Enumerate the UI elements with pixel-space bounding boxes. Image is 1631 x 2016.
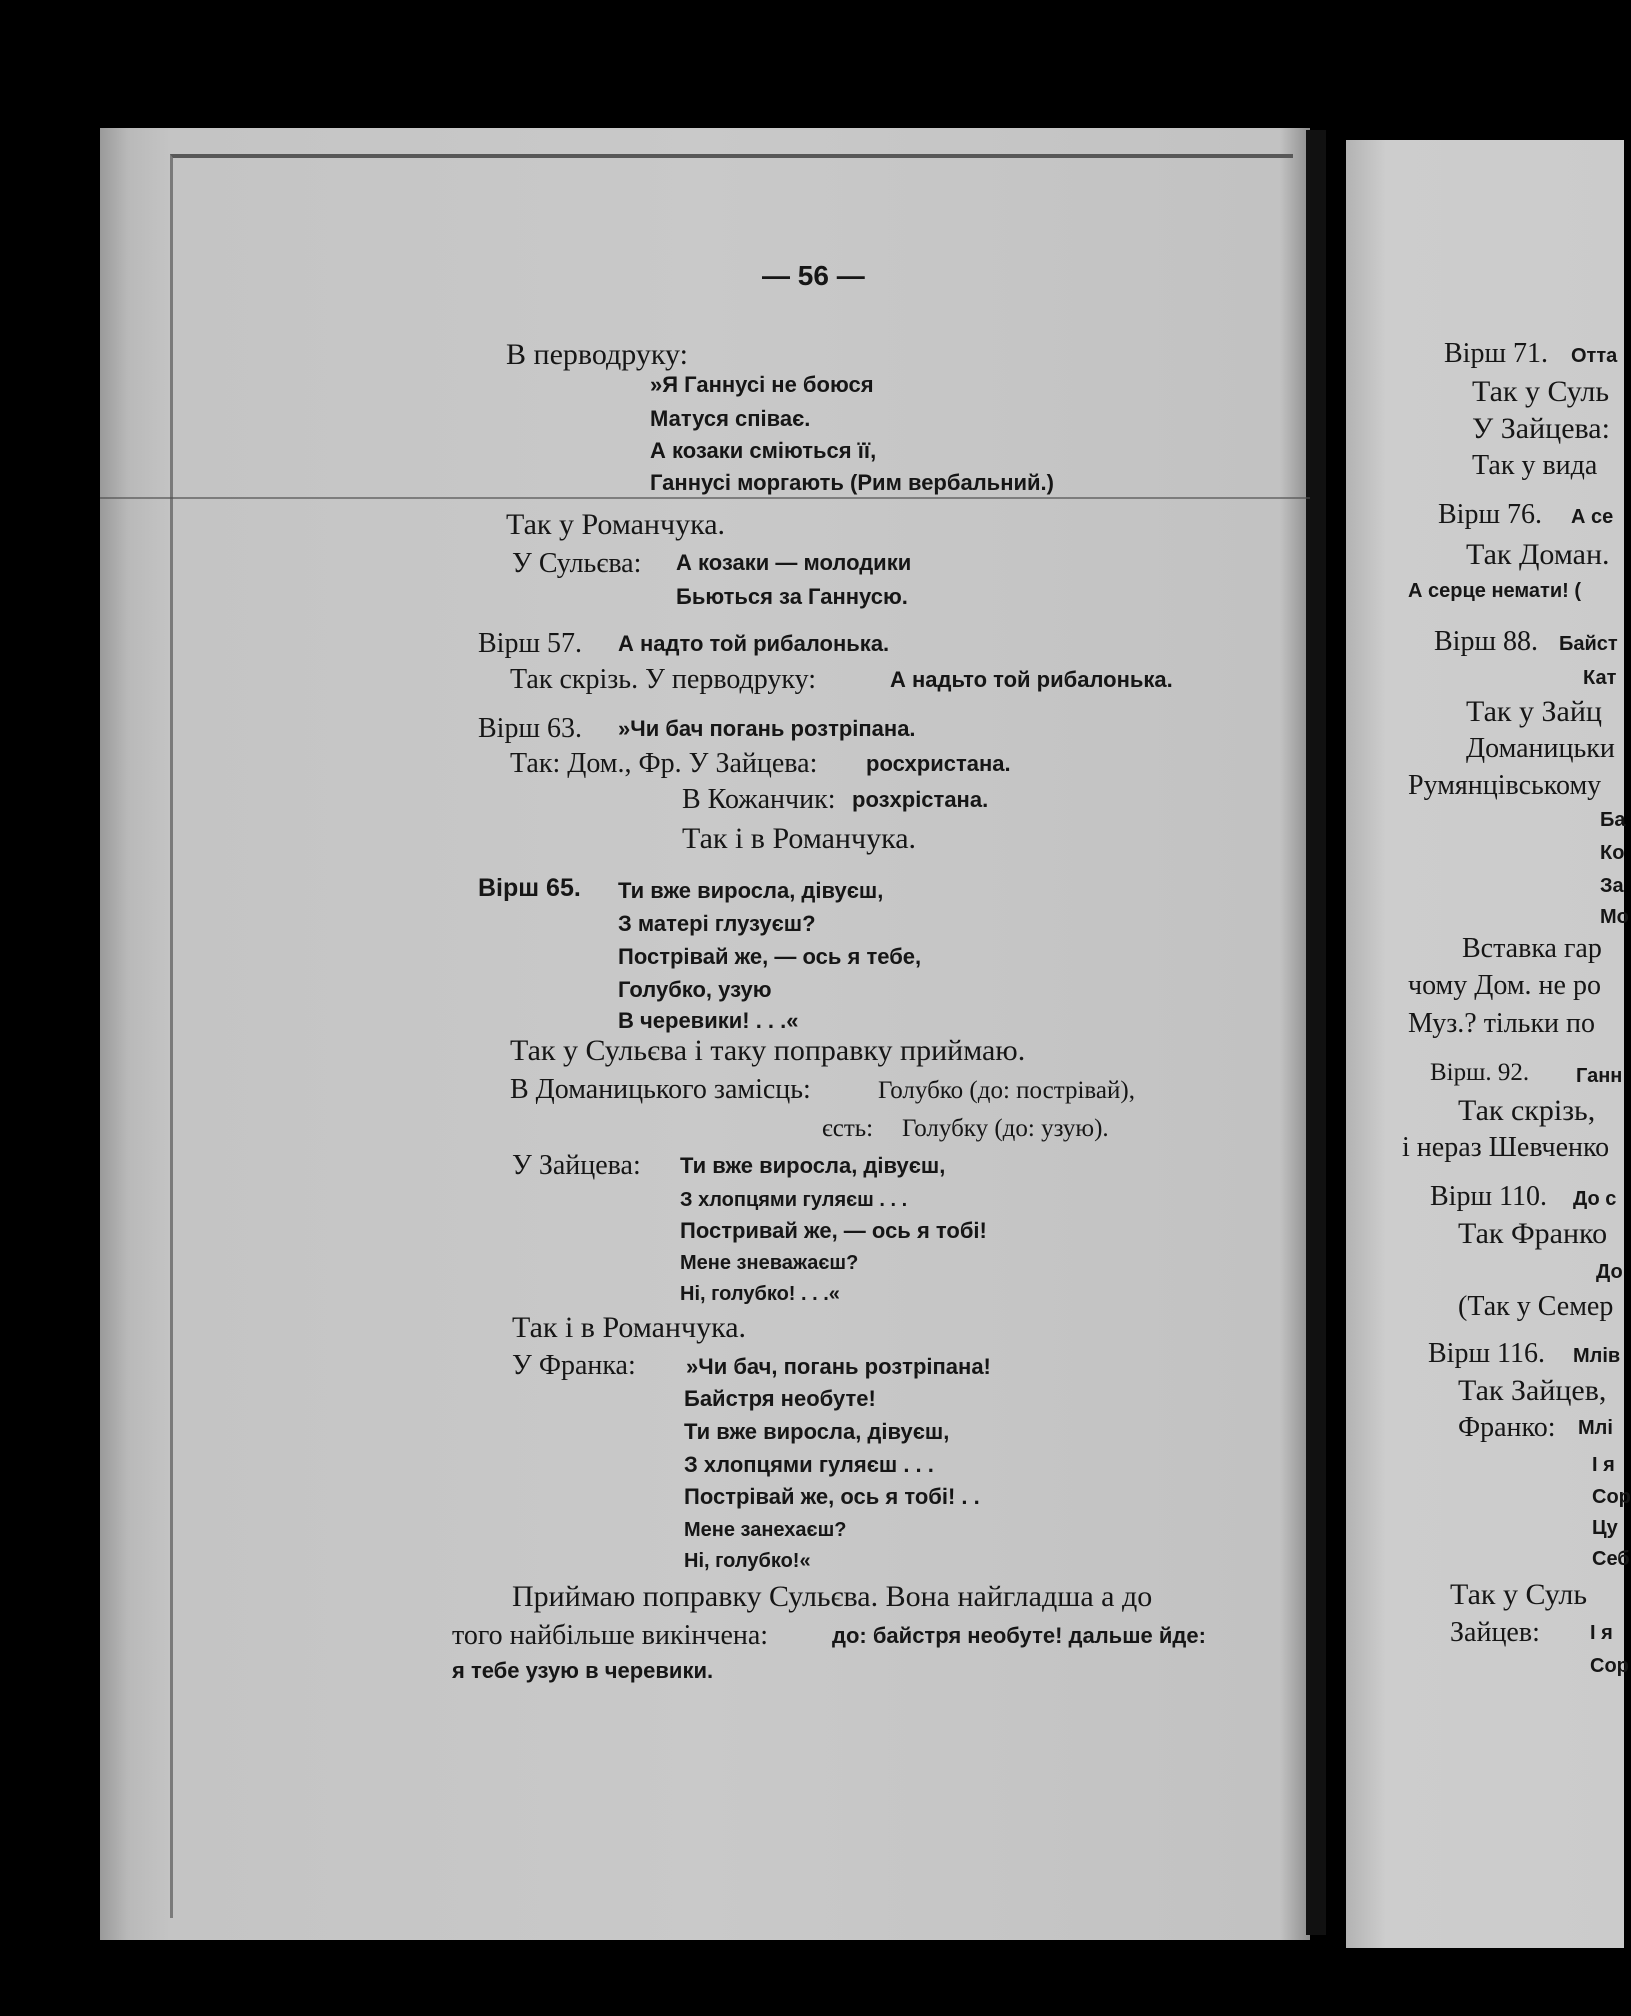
text-line: У Франка:: [512, 1350, 636, 1381]
text-line: Так у Зайц: [1466, 695, 1602, 728]
text-line: Франко:: [1458, 1412, 1556, 1443]
verse-line: В черевики! . . .«: [618, 1008, 799, 1033]
text-line: Так у Суль: [1450, 1578, 1588, 1611]
verse-line: Млів: [1573, 1345, 1621, 1367]
verse-line: Байстря необуте!: [684, 1386, 876, 1411]
verse-line: Ти вже виросла, дівуєш,: [618, 878, 884, 903]
book-gutter: [1306, 130, 1326, 1935]
text-line: Муз.? тільки по: [1408, 1008, 1596, 1039]
verse-line: Пострівай же, ось я тобі! . .: [684, 1484, 980, 1509]
verse-line: Сор: [1592, 1486, 1631, 1508]
text-line: Так у Сульєва і таку поправку приймаю.: [510, 1034, 1026, 1067]
text-line: (Так у Семер: [1458, 1291, 1614, 1322]
verse-line: Постривай же, — ось я тобі!: [680, 1218, 987, 1243]
verse-line: »Чи бач погань розтріпана.: [618, 716, 916, 741]
verse-line: А надьто той рибалонька.: [890, 667, 1173, 692]
text-line: У Сульєва:: [512, 548, 642, 579]
verse-line: Байст: [1559, 633, 1618, 655]
text-line: Так скрізь,: [1458, 1094, 1596, 1127]
verse-line: Ганнусі моргають (Рим вербальний.): [650, 470, 1054, 495]
text-line: Так: Дом., Фр. У Зайцева:: [510, 748, 818, 779]
verse-line: Цу: [1592, 1517, 1618, 1539]
verse-line: Млі: [1578, 1417, 1613, 1439]
verse-line: Пострівай же, — ось я тебе,: [618, 944, 922, 969]
verse-line: Отта: [1571, 345, 1618, 367]
text-line: того найбільше викінчена:: [452, 1620, 769, 1651]
verse-line: З хлопцями гуляєш . . .: [684, 1452, 934, 1477]
verse-number: Вірш 116.: [1428, 1338, 1545, 1369]
verse-number: Вірш 63.: [478, 713, 583, 744]
text-line: Так Зайцев,: [1458, 1374, 1607, 1407]
text-line: Вставка гар: [1462, 933, 1602, 964]
page-number: — 56 —: [762, 260, 865, 291]
verse-line: А козаки — молодики: [676, 550, 912, 575]
verse-line: І я: [1590, 1622, 1613, 1644]
verse-line: І я: [1592, 1454, 1615, 1476]
verse-line: Ганн: [1576, 1065, 1623, 1087]
verse-line: З хлопцями гуляєш . . .: [680, 1189, 908, 1211]
verse-line: Мене зневажаєш?: [680, 1252, 859, 1274]
text-line: В перводруку:: [506, 338, 688, 371]
verse-number: Вірш 76.: [1438, 499, 1543, 530]
text-line: Приймаю поправку Сульєва. Вона найгладша а до: [512, 1580, 1153, 1613]
verse-line: До с: [1573, 1188, 1617, 1210]
verse-line: Ти вже виросла, дівуєш,: [684, 1419, 950, 1444]
verse-line: Мене занехаєш?: [684, 1519, 847, 1541]
text-line: У Зайцева:: [512, 1150, 641, 1181]
scan-line: [100, 497, 1310, 499]
text-line: Так у Суль: [1472, 375, 1610, 408]
text-line: чому Дом. не ро: [1408, 970, 1601, 1001]
text-line: Румянцівському: [1408, 770, 1602, 801]
verse-line: Ти вже виросла, дівуєш,: [680, 1153, 946, 1178]
text-line: Так у вида: [1472, 450, 1598, 481]
verse-number: Вірш 57.: [478, 628, 583, 659]
text-line: єсть:: [822, 1115, 874, 1142]
verse-line: до: байстря необуте! дальше йде:: [832, 1623, 1206, 1648]
verse-line: А се: [1571, 506, 1614, 528]
verse-line: я тебе узую в черевики.: [452, 1658, 714, 1683]
text-line: Так Франко: [1458, 1217, 1608, 1250]
verse-line: Ба: [1600, 809, 1626, 831]
text-line: Так і в Романчука.: [512, 1311, 747, 1344]
text-line: Зайцев:: [1450, 1617, 1540, 1648]
verse-number: Вірш 65.: [478, 874, 581, 902]
verse-line: Мо: [1600, 906, 1629, 928]
verse-line: Себ: [1592, 1548, 1630, 1570]
verse-line: Голубко, узую: [618, 977, 772, 1002]
verse-number: Вірш 71.: [1444, 338, 1549, 369]
verse-line: Матуся співає.: [650, 406, 811, 431]
verse-line: розхрістана.: [852, 787, 989, 812]
verse-line: Ні, голубко! . . .«: [680, 1283, 840, 1305]
verse-line: А серце немати! (: [1408, 580, 1581, 602]
verse-line: Кат: [1583, 667, 1617, 689]
text-line: Голубко (до: пострівай),: [878, 1077, 1135, 1104]
verse-line: росхристана.: [866, 751, 1011, 776]
text-line: Так і в Романчука.: [682, 822, 917, 855]
verse-number: Вірш. 92.: [1430, 1059, 1530, 1086]
verse-line: Сор: [1590, 1655, 1629, 1677]
text-line: В Кожанчик:: [682, 784, 836, 815]
text-line: Так у Романчука.: [506, 508, 726, 541]
verse-line: А козаки сміються її,: [650, 438, 877, 463]
verse-line: Ні, голубко!«: [684, 1550, 811, 1572]
text-line: Так скрізь. У перводруку:: [510, 664, 817, 695]
text-line: Доманицьки: [1466, 733, 1615, 764]
text-line: У Зайцева:: [1472, 412, 1610, 445]
verse-number: Вірш 110.: [1430, 1181, 1547, 1212]
verse-line: За: [1600, 875, 1624, 897]
text-line: Голубку (до: узую).: [902, 1115, 1109, 1142]
text-line: В Доманицького замісць:: [510, 1074, 811, 1105]
verse-line: Ко: [1600, 842, 1625, 864]
text-line: і нераз Шевченко: [1402, 1132, 1610, 1163]
verse-line: Бьються за Ганнусю.: [676, 584, 908, 609]
verse-line: »Чи бач, погань розтріпана!: [686, 1354, 991, 1379]
verse-line: З матері глузуєш?: [618, 911, 816, 936]
verse-number: Вірш 88.: [1434, 626, 1539, 657]
verse-line: До: [1596, 1261, 1623, 1283]
text-line: Так Доман.: [1466, 538, 1610, 571]
verse-line: А надто той рибалонька.: [618, 631, 890, 656]
verse-line: »Я Ганнусі не боюся: [650, 372, 874, 397]
